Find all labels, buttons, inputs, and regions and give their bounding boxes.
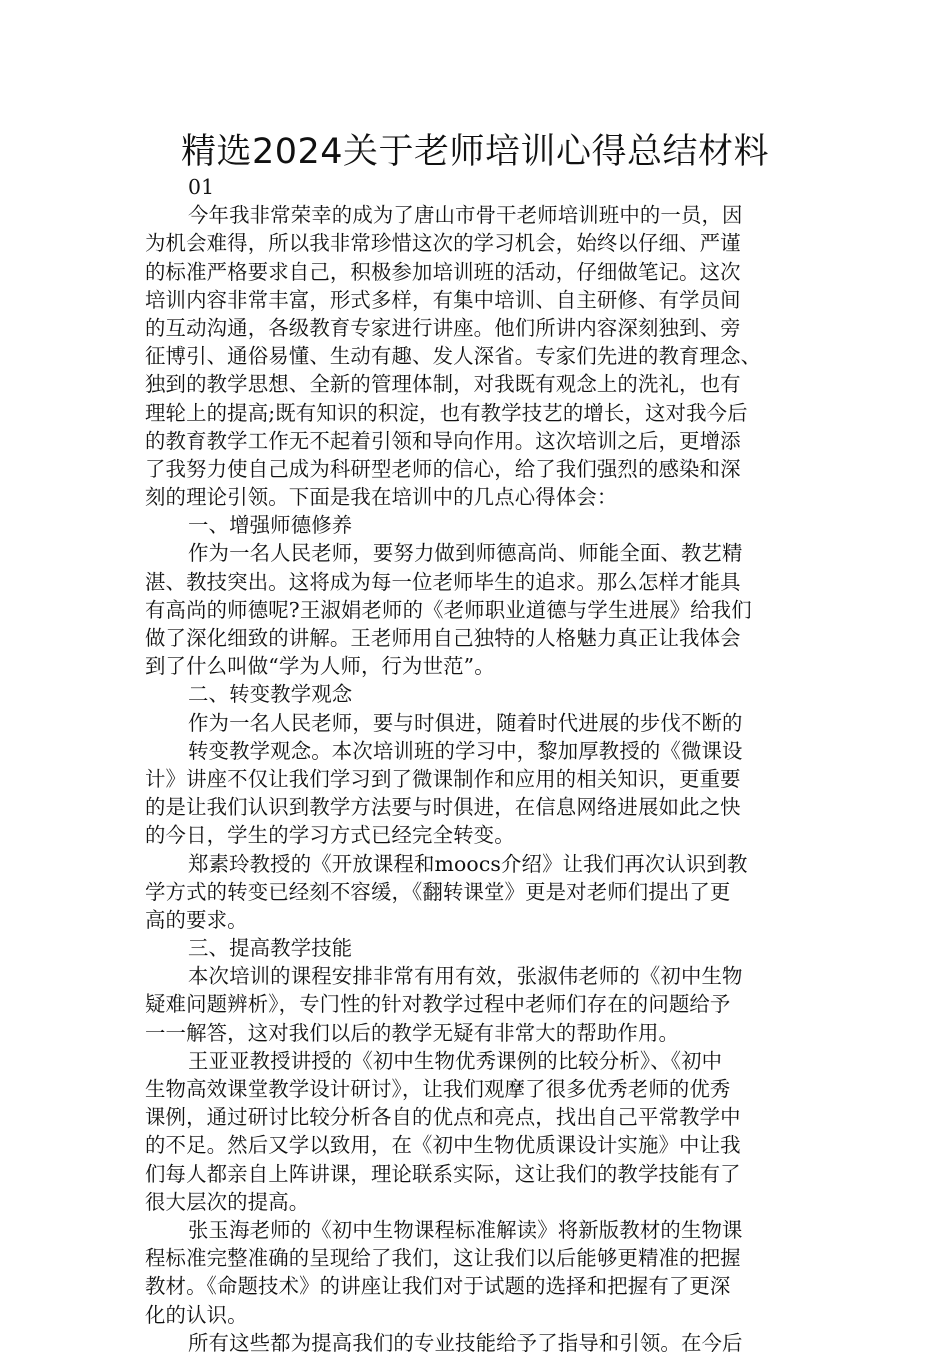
text-line: 一一解答，这对我们以后的教学无疑有非常大的帮助作用。 (145, 1020, 680, 1045)
text-line: 独到的教学思想、全新的管理体制，对我既有观念上的洗礼，也有 (145, 372, 741, 397)
text-line: 做了深化细致的讲解。王老师用自己独特的人格魅力真正让我体会 (145, 626, 741, 650)
text-line: 理轮上的提高;既有知识的积淀，也有教学技艺的增长，这对我今后 (145, 400, 748, 425)
text-line: 程标准完整准确的呈现给了我们，这让我们以后能够更精准的把握 (145, 1246, 741, 1271)
text-line: 一、增强师德修养 (188, 513, 353, 538)
text-line: 培训内容非常丰富，形式多样，有集中培训、自主研修、有学员间 (145, 287, 741, 312)
text-line: 教材。《命题技术》的讲座让我们对于试题的选择和把握有了更深 (145, 1274, 731, 1299)
text-line: 王亚亚教授讲授的《初中生物优秀课例的比较分析》、《初中 (188, 1048, 723, 1073)
text-line: 的不足。然后又学以致用，在《初中生物优质课设计实施》中让我 (145, 1133, 741, 1158)
text-line: 本次培训的课程安排非常有用有效，张淑伟老师的《初中生物 (188, 964, 743, 989)
document-title: 精选2024关于老师培训心得总结材料 (180, 132, 770, 172)
text-line: 为机会难得，所以我非常珍惜这次的学习机会，始终以仔细、严谨 (145, 231, 741, 256)
text-line: 化的认识。 (145, 1302, 248, 1327)
text-line: 们每人都亲自上阵讲课，理论联系实际，这让我们的教学技能有了 (145, 1161, 741, 1186)
text-line: 转变教学观念。本次培训班的学习中，黎加厚教授的《微课设 (188, 738, 743, 763)
text-line: 的今日，学生的学习方式已经完全转变。 (145, 823, 515, 848)
text-line: 张玉海老师的《初中生物课程标准解读》将新版教材的生物课 (188, 1217, 743, 1242)
text-line: 01 (188, 175, 215, 199)
text-line: 今年我非常荣幸的成为了唐山市骨干老师培训班中的一员，因 (188, 203, 743, 228)
text-line: 湛、教技突出。这将成为每一位老师毕生的追求。那么怎样才能具 (145, 569, 741, 594)
text-line: 有高尚的师德呢?王淑娟老师的《老师职业道德与学生进展》给我们 (145, 597, 752, 622)
text-line: 计》讲座不仅让我们学习到了微课制作和应用的相关知识，更重要 (145, 766, 741, 791)
text-line: 的教育教学工作无不起着引领和导向作用。这次培训之后，更增添 (145, 428, 741, 453)
text-line: 疑难问题辨析》，专门性的针对教学过程中老师们存在的问题给予 (145, 992, 731, 1017)
text-line: 的标准严格要求自己，积极参加培训班的活动，仔细做笔记。这次 (145, 259, 741, 284)
text-line: 作为一名人民老师，要与时俱进，随着时代进展的步伐不断的 (188, 710, 743, 735)
text-line: 所有这些都为提高我们的专业技能给予了指导和引领。在今后 (188, 1330, 743, 1355)
text-line: 高的要求。 (145, 907, 248, 932)
text-line: 刻的理论引领。下面是我在培训中的几点心得体会： (145, 485, 618, 510)
text-line: 二、转变教学观念 (188, 682, 353, 707)
text-line: 作为一名人民老师，要努力做到师德高尚、师能全面、教艺精 (188, 541, 743, 566)
text-line: 的是让我们认识到教学方法要与时俱进，在信息网络进展如此之快 (145, 795, 741, 820)
text-line: 郑素玲教授的《开放课程和moocs介绍》让我们再次认识到教 (188, 851, 748, 876)
text-line: 很大层次的提高。 (145, 1189, 310, 1214)
text-line: 三、提高教学技能 (188, 936, 353, 961)
text-line: 生物高效课堂教学设计研讨》，让我们观摩了很多优秀老师的优秀 (145, 1077, 731, 1101)
text-line: 的互动沟通，各级教育专家进行讲座。他们所讲内容深刻独到、旁 (145, 315, 741, 340)
text-line: 了我努力使自己成为科研型老师的信心，给了我们强烈的感染和深 (145, 456, 741, 481)
text-line: 到了什么叫做“学为人师，行为世范”。 (145, 654, 495, 679)
text-line: 征博引、通俗易懂、生动有趣、发人深省。专家们先进的教育理念、 (145, 344, 762, 369)
text-line: 课例，通过研讨比较分析各自的优点和亮点，找出自己平常教学中 (145, 1105, 741, 1130)
document-body (145, 173, 810, 1357)
text-line: 学方式的转变已经刻不容缓，《翻转课堂》更是对老师们提出了更 (145, 879, 731, 904)
